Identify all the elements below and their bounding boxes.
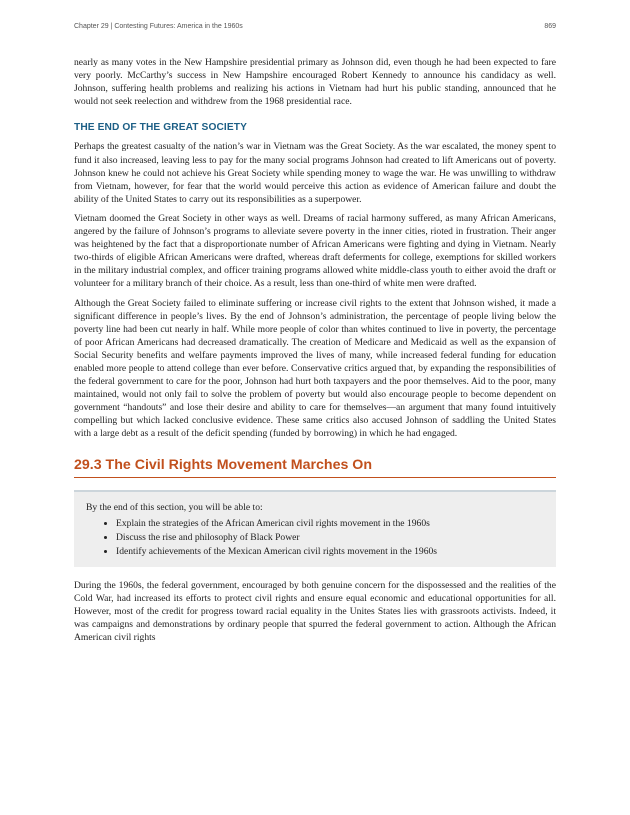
paragraph-grassroots: During the 1960s, the federal government, encouraged by both genuine concern for the dispossessed and the realities of the Cold War, had increased its efforts to protect civil rights and ensure equal economic and educational opportunities for all. However, most of the credit for progress toward racial equality in the Unites States lies with grassroots activists. Indeed, it was campaigns and demonstrations by ordinary people that spurred the federal government to action. Although the African American civil rights xyxy=(74,580,556,644)
chapter-section-heading: 29.3 The Civil Rights Movement Marches On xyxy=(74,459,556,478)
objective-item: • Identify achievements of the Mexican American civil rights movement in the 1960s xyxy=(116,545,544,558)
intro-paragraph: nearly as many votes in the New Hampshire presidential primary as Johnson did, even though he had been expected to fare very poorly. McCarthy’s success in New Hampshire encouraged Robert Kennedy to announce his candidacy as well. Johnson, suffering health problems and realizing his actions in Vietnam had hurt his public standing, announced that he would not seek reelection and withdrew from the 1968 presidential race. xyxy=(74,57,556,108)
objectives-list xyxy=(86,517,544,558)
chapter-title: Chapter 29 | Contesting Futures: America in the 1960s xyxy=(74,23,243,30)
paragraph-great-society-casualty: Perhaps the greatest casualty of the nation’s war in Vietnam was the Great Society. As the war escalated, the money spent to fund it also increased, leaving less to pay for the many social programs Johnson had created to lift Americans out of poverty. Johnson knew he could not achieve his Great Society while spending money to wage the war. He was unwilling to withdraw from Vietnam, however, for fear that the world would perceive this action as evidence of American failure and doubt the ability of the United States to carry out its responsibilities as a superpower. xyxy=(74,141,556,205)
section-heading: THE END OF THE GREAT SOCIETY xyxy=(74,122,247,134)
objectives-intro: By the end of this section, you will be able to: xyxy=(86,501,263,513)
objective-item: • Discuss the rise and philosophy of Black Power xyxy=(116,531,544,544)
objective-item: • Explain the strategies of the African American civil rights movement in the 1960s xyxy=(116,517,544,530)
body-content xyxy=(74,56,556,650)
running-header xyxy=(74,23,556,30)
paragraph-great-society-impact: Although the Great Society failed to eliminate suffering or increase civil rights to the extent that Johnson wished, it made a significant difference in people’s lives. By the end of Johnson’s administration, the percentage of people living below the poverty line had been cut nearly in half. While more people of color than whites continued to live in poverty, the percentage of poor African Americans had decreased dramatically. The creation of Medicare and Medicaid as well as the expansion of Social Security benefits and welfare payments improved the lives of many, while increased federal funding for education enabled more people to attend college than ever before. Conservative critics argued that, by expanding the responsibilities of the federal government to care for the poor, Johnson had hurt both taxpayers and the poor themselves. Aid to the poor, many maintained, would not only fail to solve the problem of poverty but would also encourage people to become dependent on government “handouts” and lose their desire and ability to care for themselves—an argument that many found intuitively compelling but which lacked conclusive evidence. These same critics also accused Johnson of saddling the United States with a large debt as a result of the deficit spending (funded by borrowing) in which he had engaged. xyxy=(74,297,556,440)
page-number: 869 xyxy=(544,23,556,30)
learning-objectives-box xyxy=(74,490,556,567)
paragraph-racial-harmony: Vietnam doomed the Great Society in other ways as well. Dreams of racial harmony suffered, as many African Americans, angered by the failure of Johnson’s programs to alleviate severe poverty in the inner cities, rioted in frustration. Their anger was heightened by the fact that a disproportionate number of African Americans were fighting and dying in Vietnam. Nearly two-thirds of eligible African Americans were drafted, whereas draft deferments for college, exemptions for skilled workers in the military industrial complex, and officer training programs allowed white middle-class youth to either avoid the draft or volunteer for a military branch of their choice. As a result, less than one-third of white men were drafted. xyxy=(74,212,556,290)
